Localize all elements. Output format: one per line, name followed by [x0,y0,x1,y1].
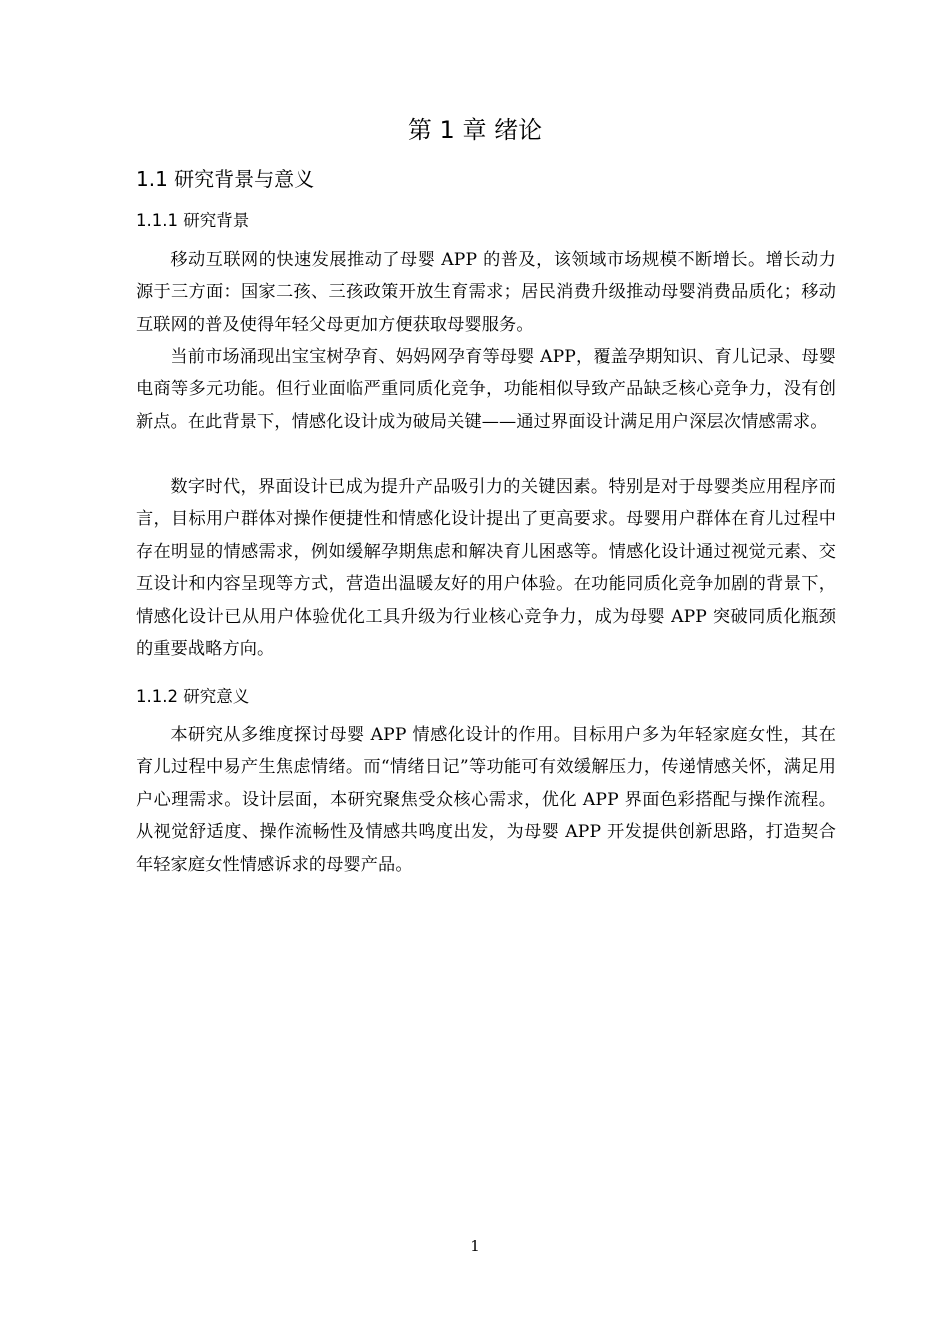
page-number: 1 [470,1237,480,1255]
background-paragraph-1: 移动互联网的快速发展推动了母婴 APP 的普及，该领域市场规模不断增长。增长动力源于三方面：国家二孩、三孩政策开放生育需求；居民消费升级推动母婴消费品质化；移动互联网的普及使得年轻父母更加方便获取母婴服务。 [136,250,836,335]
section-heading-1-1: 1.1 研究背景与意义 [136,167,315,191]
section-heading-1-1-1: 1.1.1 研究背景 [136,211,250,230]
section-heading-1-1-2: 1.1.2 研究意义 [136,687,250,706]
background-paragraph-3: 数字时代，界面设计已成为提升产品吸引力的关键因素。特别是对于母婴类应用程序而言，目标用户群体对操作便捷性和情感化设计提出了更高要求。母婴用户群体在育儿过程中存在明显的情感需求，例如缓解孕期焦虑和解决育儿困惑等。情感化设计通过视觉元素、交互设计和内容呈现等方式，营造出温暖友好的用户体验。在功能同质化竞争加剧的背景下，情感化设计已从用户体验优化工具升级为行业核心竞争力，成为母婴 APP 突破同质化瓶颈的重要战略方向。 [136,477,836,660]
significance-paragraph-1: 本研究从多维度探讨母婴 APP 情感化设计的作用。目标用户多为年轻家庭女性，其在育儿过程中易产生焦虑情绪。而“情绪日记”等功能可有效缓解压力，传递情感关怀，满足用户心理需求。设计层面，本研究聚焦受众核心需求，优化 APP 界面色彩搭配与操作流程。从视觉舒适度、操作流畅性及情感共鸣度出发，为母婴 APP 开发提供创新思路，打造契合年轻家庭女性情感诉求的母婴产品。 [136,725,836,875]
chapter-title: 第 1 章 绪论 [407,116,543,144]
background-paragraph-2: 当前市场涌现出宝宝树孕育、妈妈网孕育等母婴 APP，覆盖孕期知识、育儿记录、母婴电商等多元功能。但行业面临严重同质化竞争，功能相似导致产品缺乏核心竞争力，没有创新点。在此背景下，情感化设计成为破局关键——通过界面设计满足用户深层次情感需求。 [136,347,836,432]
